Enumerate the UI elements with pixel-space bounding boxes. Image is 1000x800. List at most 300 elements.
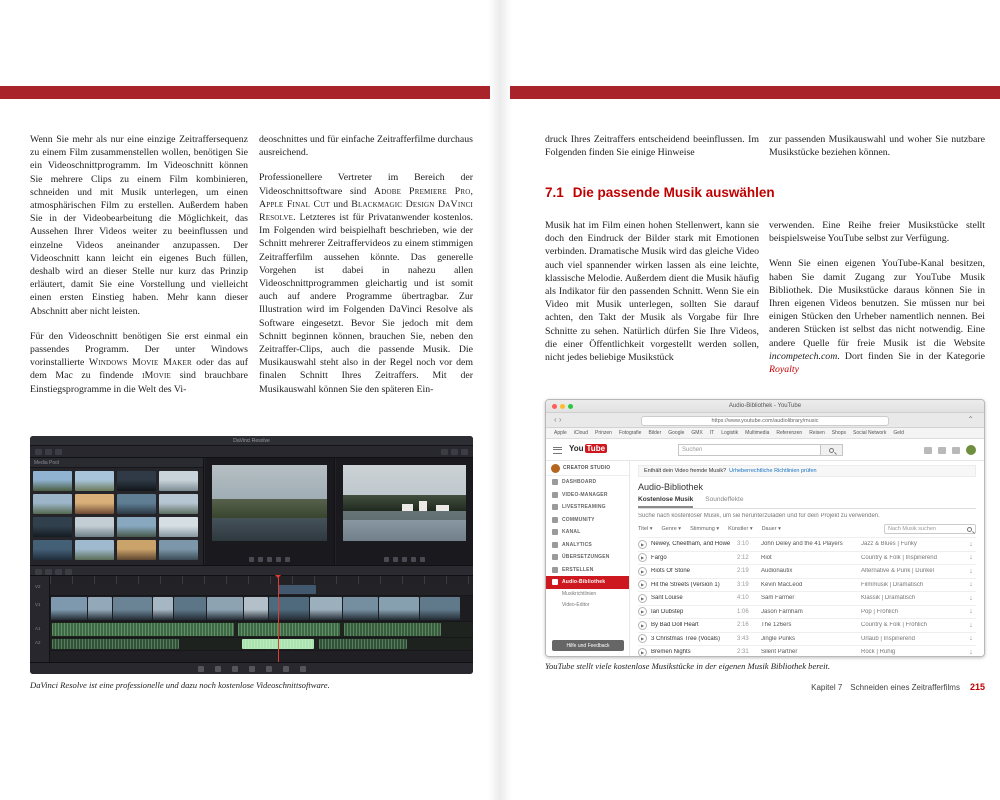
text-run: , [470,185,473,197]
paragraph [545,219,759,364]
track-duration: 3:43 [737,635,749,642]
play-icon[interactable]: ▶ [638,580,647,589]
right-page-column-2 [769,219,985,397]
apps-icon[interactable] [938,447,946,454]
sidebar-item-audio-bibliothek[interactable] [546,576,629,589]
back-forward-icons[interactable]: ‹ › [554,415,562,424]
text-run: Royalty [769,364,799,376]
text-run: . Dort finden Sie in der Kategorie [837,350,985,362]
paragraph [259,133,473,159]
banner-link[interactable]: Urheberrechtliche Richtlinien prüfen [729,468,817,474]
media-clip-thumbnail[interactable] [117,494,156,514]
creator-studio-label: CREATOR STUDIO [563,465,611,471]
dashboard-icon [552,479,558,485]
bookmark-item[interactable]: Geld [893,430,904,436]
media-clip-thumbnail[interactable] [33,517,72,537]
building-shape [402,504,413,511]
media-page-icon[interactable] [198,666,204,672]
banner-text: Enthält dein Video fremde Musik? [644,468,727,474]
transport-button[interactable] [420,557,425,562]
audio-clip[interactable] [52,623,234,636]
page-gutter [488,0,512,800]
sidebar-subitem-video-editor[interactable]: Video-Editor [562,602,590,608]
url-field[interactable]: https://www.youtube.com/audiolibrary/music [641,416,889,426]
track-row [638,591,976,605]
track-v1[interactable] [50,596,473,622]
download-icon[interactable]: ↓ [969,540,973,548]
media-clip-thumbnail[interactable] [33,494,72,514]
timeline-clip[interactable] [244,597,268,620]
filter-row [638,523,976,535]
audio-clip[interactable] [319,639,408,649]
play-icon[interactable]: ▶ [638,621,647,630]
sidebar-item-community[interactable] [546,514,629,527]
sidebar-item-label: ANALYTICS [562,541,592,548]
scene-treeline [343,495,466,510]
text-run: druck Ihres Zeitraffers entscheidend beeinflussen. Im Folgenden finden Sie einige Hinweise [545,134,759,159]
left-page-column-2 [259,133,473,433]
figure-caption: YouTube stellt viele kostenlose Musikstücke in der eigenen Musik Bibliothek bereit. [545,661,831,671]
track-artist: Riot [761,554,772,561]
bookmark-item[interactable]: Apple [554,430,567,436]
filter-group [638,526,781,532]
search-input[interactable]: Suchen [678,444,821,456]
transport-button[interactable] [249,557,254,562]
sidebar-item-dashboard[interactable] [546,476,629,489]
timeline-clip[interactable] [51,597,87,620]
download-icon[interactable]: ↓ [969,621,973,629]
media-pool-header [30,458,203,468]
bookmarks-bar [546,428,984,439]
timeline-clip[interactable] [379,597,419,620]
sidebar-item-label: ERSTELLEN [562,566,594,573]
track-title: Bremen Nights [651,649,691,656]
media-clip-thumbnail[interactable] [117,517,156,537]
filter-dropdown[interactable]: Titel ▾ [638,526,653,532]
media-clip-thumbnail[interactable] [75,471,114,491]
bookmark-item[interactable]: Shops [831,430,846,436]
media-clip-thumbnail[interactable] [159,471,198,491]
library-description: Suche nach kostenloser Musik, um sie herunterzuladen und für dein Projekt zu verwenden. [638,513,880,519]
toolbar-icon[interactable] [461,449,468,455]
razor-tool-icon[interactable] [55,569,62,575]
section-heading [545,185,775,200]
search-icon [967,527,972,532]
paragraph [259,171,473,395]
media-clip-thumbnail[interactable] [75,540,114,560]
text-run: zur passenden Musikauswahl und woher Sie nutzbare Musikstücke beziehen können. [769,134,985,159]
tab-kostenlose-musik[interactable]: Kostenlose Musik [638,496,693,508]
text-run: sind brauchbare Einstiegsprogramme in die Welt des Vi- [30,370,248,395]
bookmark-item[interactable]: Prinzen [594,430,612,436]
track-title: Hit the Streets (Version 1) [651,581,720,588]
track-genre: Country & Folk | Inspirierend [861,554,937,561]
notifications-icon[interactable] [952,447,960,454]
sidebar-item-erstellen[interactable] [546,564,629,577]
play-icon[interactable]: ▶ [638,594,647,603]
sidebar-subitem-musikrichtlinien[interactable]: Musikrichtlinien [562,591,597,597]
track-row [638,564,976,578]
media-clip-thumbnail[interactable] [117,540,156,560]
download-icon[interactable]: ↓ [969,567,973,575]
text-run: Wenn Sie mehr als nur eine einzige Zeitraffersequenz zu einem Film zusammenstellen wollen, benötigen Sie ein Videoschnittprogramm. Im Videoschnitt können Sie mehrere Clips zu einem Film kombinieren, schneiden und mit Musik unterlegen, um einen atmosphärischen Film zu erstellen. Außerdem haben Sie in der Videobearbeitung die Möglichkeit, das Aussehen Ihrer Videos weiter zu beeinflussen und einzelne Videos aneinander anzupassen. Der Videoschnitt kann leicht ein eigenes Buch füllen, deshalb wird an dieser Stelle nur kurz das Prinzip erläutert, damit Sie eine Vorstellung und vielleicht einen ersten Einstieg haben. Mehr kann dieser Abschnitt aber nicht leisten. [30,134,248,317]
bookmark-item[interactable]: Social Network [852,430,887,436]
deliver-page-icon[interactable] [300,666,306,672]
timeline-clip[interactable] [278,585,316,594]
section-number: 7.1 [545,185,564,200]
track-duration: 2:31 [737,649,749,656]
track-title: Ian Dubstep [651,608,684,615]
transport-controls [205,557,334,562]
section-title: Die passende Musik auswählen [572,185,775,200]
audio-library-main [630,461,984,656]
toolbar-icon[interactable] [451,449,458,455]
building-shape [419,501,426,510]
filter-dropdown[interactable]: Genre ▾ [661,526,682,532]
media-clip-thumbnail[interactable] [159,517,198,537]
track-row [638,618,976,632]
timeline-clip[interactable] [88,597,112,620]
timeline-clip[interactable] [153,597,173,620]
media-clip-thumbnail[interactable] [75,517,114,537]
download-icon[interactable]: ↓ [969,635,973,643]
transport-button[interactable] [276,557,281,562]
avatar[interactable] [966,445,976,455]
text-run: Adobe Premiere Pro [374,185,471,197]
creator-studio-sidebar [546,461,630,656]
track-row [638,645,976,656]
track-artist: Jason Farnham [761,608,803,615]
bookmark-item[interactable]: Referenzen [776,430,803,436]
track-genre: Urlaub | Inspirierend [861,635,915,642]
media-clip-thumbnail[interactable] [75,494,114,514]
sidebar-items [546,476,629,576]
media-clip-thumbnail[interactable] [33,471,72,491]
track-artist: Kevin MacLeod [761,581,803,588]
track-label: V1 [35,602,41,607]
track-title: By Bad Doll Heart [651,622,699,629]
fusion-page-icon[interactable] [249,666,255,672]
track-header-column [30,576,50,662]
source-viewer-image [212,465,327,541]
track-title: Sant Louise [651,595,683,602]
sidebar-item-label: ÜBERSETZUNGEN [562,554,610,561]
sidebar-item-video-manager[interactable] [546,489,629,502]
tracks-table [638,537,976,656]
transport-button[interactable] [384,557,389,562]
youtube-header [546,439,984,461]
close-window-icon[interactable] [552,404,557,409]
page-switcher [30,662,473,674]
audio-clip[interactable] [238,623,340,636]
track-genre: Rock | Ruhig [861,649,896,656]
media-clip-thumbnail[interactable] [159,540,198,560]
timeline-tracks [50,584,473,662]
chapter-bar-left [0,86,490,99]
sidebar-item-analytics[interactable] [546,539,629,552]
bookmark-item[interactable]: IT [709,430,715,436]
text-run: und [330,198,352,210]
edit-tool-icon[interactable] [35,569,42,575]
zoom-window-icon[interactable] [568,404,573,409]
source-viewer [205,458,335,565]
logo-you: You [569,444,584,453]
timeline-clip[interactable] [207,597,243,620]
left-page-column-1 [30,133,248,433]
download-icon[interactable]: ↓ [969,554,973,562]
timeline-clip[interactable] [269,597,309,620]
audio-clip[interactable] [344,623,441,636]
play-icon[interactable]: ▶ [638,607,647,616]
track-artist: Silent Partner [761,649,798,656]
youtube-search [678,444,843,456]
create-icon [552,567,558,573]
youtube-body [546,461,984,656]
music-search-placeholder: Nach Musik suchen [888,526,936,532]
bookmark-item[interactable]: Google [668,430,685,436]
analytics-icon [552,542,558,548]
cut-page-icon[interactable] [215,666,221,672]
track-row [638,537,976,551]
audio-library-icon [552,579,558,585]
community-icon [552,517,558,523]
track-a1[interactable] [50,622,473,638]
trim-tool-icon[interactable] [45,569,52,575]
scene-water [343,511,466,541]
timeline-clip[interactable] [310,597,342,620]
translations-icon [552,554,558,560]
chapter-bar-right [510,86,1000,99]
track-duration: 2:19 [737,568,749,575]
track-title: Newey, Cheetham, and Howe [651,541,731,548]
transport-button[interactable] [393,557,398,562]
edit-page-icon[interactable] [232,666,238,672]
text-run: incompetech.com [769,350,838,362]
creator-studio-header[interactable] [546,461,629,476]
timeline-clip[interactable] [113,597,153,620]
sidebar-item-label: Audio-Bibliothek [562,579,606,586]
timeline-viewer-image [343,465,466,541]
play-icon[interactable]: ▶ [638,553,647,562]
transport-button[interactable] [267,557,272,562]
text-run: iMovie [142,370,172,382]
video-manager-icon [552,492,558,498]
filter-dropdown[interactable]: Stimmung ▾ [690,526,720,532]
scene-sky [212,465,327,499]
track-row [638,605,976,619]
search-button[interactable] [821,444,843,456]
sidebar-item-label: DASHBOARD [562,479,597,486]
channel-avatar [551,464,560,473]
timeline-viewer [336,458,473,565]
text-run: Musik hat im Film einen hohen Stellenwert, kann sie doch den Eindruck der Bilder stark mit Emotionen verbinden. Dramatische Musik wird das gleiche Video auch viel spannender wirken lassen als eine leichte, klassische Melodie. Außerdem dient die Musik häufig als Indikator für den passenden Schnitt. Wenn Sie ein Video mit Musik unterlegen, sollten Sie darauf achten, den Takt der Musik als Vorgabe für Ihre Schnitte zu sehen. Natürlich dürfen Sie Ihre Videos, die einer Öffentlichkeit vorgestellt werden sollen, nicht jedes beliebige Musikstück [545,220,759,364]
download-icon[interactable]: ↓ [969,581,973,589]
page-footer [545,682,985,692]
snap-icon[interactable] [65,569,72,575]
transport-button[interactable] [402,557,407,562]
minimize-window-icon[interactable] [560,404,565,409]
download-icon[interactable]: ↓ [969,648,973,656]
music-search-input[interactable] [884,524,976,534]
track-duration: 1:06 [737,608,749,615]
text-run: Wenn Sie einen eigenen YouTube-Kanal besitzen, haben Sie damit Zugang zur YouTube Musik Bibliothek. Die Musikstücke daraus können Sie in Ihren eigenen Videos benutzen. Sie müssen nur bei einigen Stücken den Urheber namentlich nennen. Bei anderen Stücken ist selbst das nicht notwendig. Eine andere Quelle für freie Musik ist die Website [769,258,985,349]
track-duration: 2:16 [737,622,749,629]
paragraph [30,133,248,318]
track-artist: Sam Farmer [761,595,795,602]
media-pool-grid [30,468,203,563]
play-icon[interactable]: ▶ [638,648,647,656]
text-run: Windows Movie Maker [88,357,192,369]
transport-controls [336,557,473,562]
toolbar-icon[interactable] [55,449,62,455]
footer-chapter: Kapitel 7 [811,683,843,692]
track-duration: 4:10 [737,595,749,602]
bookmark-item[interactable]: iCloud [573,430,588,436]
track-duration: 2:12 [737,554,749,561]
track-artist: Jingle Punks [761,635,796,642]
toolbar-icon[interactable] [35,449,42,455]
track-label: V2 [35,584,41,589]
media-pool-label: Media Pool [34,459,60,466]
track-label: A1 [35,626,41,631]
filter-dropdown[interactable]: Künstler ▾ [728,526,753,532]
track-row [638,578,976,592]
text-run: oder das auf dem Mac zu findende [30,357,248,382]
track-duration: 3:19 [737,581,749,588]
header-icons [924,445,976,455]
play-icon[interactable]: ▶ [638,540,647,549]
davinci-toolbar [30,446,473,458]
track-genre: Pop | Fröhlich [861,608,898,615]
youtube-logo[interactable] [569,444,607,453]
right-page-column-1-intro [545,133,759,167]
track-row [638,551,976,565]
play-icon[interactable]: ▶ [638,634,647,643]
track-title: Fargo [651,554,667,561]
davinci-resolve-screenshot [30,436,473,674]
toolbar-icon[interactable] [441,449,448,455]
track-title: Riots Of Stone [651,568,691,575]
track-label: A2 [35,640,41,645]
timeline-clip[interactable] [420,597,460,620]
timeline-clip[interactable] [174,597,206,620]
scene-land [212,499,327,518]
media-clip-thumbnail[interactable] [33,540,72,560]
davinci-titlebar [30,436,473,446]
text-run: Blackmagic Design DaVinci Resolve [259,198,473,224]
page-number: 215 [969,682,985,692]
download-icon[interactable]: ↓ [969,608,973,616]
right-page-column-1 [545,219,759,397]
bookmark-item[interactable]: Logistik [721,430,739,436]
track-title: 3 Christmas Tree (Vocals) [651,635,721,642]
text-run: Professionellere Vertreter im Bereich der Videoschnittsoftware sind [259,172,473,197]
copyright-banner [638,465,976,477]
upload-icon[interactable] [924,447,932,454]
paragraph [30,330,248,396]
browser-addressbar [546,413,984,428]
paragraph [769,257,985,376]
bookmark-item[interactable]: Reisen [809,430,825,436]
audio-clip[interactable] [52,639,179,649]
track-row [638,632,976,646]
tab-soundeffekte[interactable]: Soundeffekte [705,496,744,503]
bookmark-item[interactable]: Bilder [648,430,662,436]
media-clip-thumbnail[interactable] [159,494,198,514]
fairlight-page-icon[interactable] [283,666,289,672]
library-tabs [638,496,976,509]
scene-water [212,518,327,541]
text-run: . Letzteres ist für Privatanwender kostenlos. Im Folgenden wird beispielhaft beschrieben, wie der Schnitt mehrerer Zeitraffervideos zu einem stimmigen Zeitrafferfilm aussehen könnte. Das generelle Vorgehen ist dabei in nahezu allen Videoschnittprogrammen gleichartig und ist somit auch auf andere Programme übertragbar. Zur Illustration wird im Folgenden DaVinci Resolve als Software eingesetzt. Bevor Sie jedoch mit dem Schnitt beginnen können, brauchen Sie, neben den Zeitraffer-Clips, auch die passende Musik. Die Musikauswahl steht also in der Regel noch vor dem finalen Schnitt Ihres Zeitraffers. Mit der Musikauswahl können Sie den späteren Ein- [259,212,473,395]
transport-button[interactable] [285,557,290,562]
filter-dropdown[interactable]: Dauer ▾ [761,526,781,532]
sidebar-item-uebersetzungen[interactable] [546,551,629,564]
play-icon[interactable]: ▶ [638,567,647,576]
paragraph [769,133,985,159]
sidebar-item-kanal[interactable] [546,526,629,539]
text-run: Apple Final Cut [259,198,330,210]
transport-button[interactable] [258,557,263,562]
help-feedback-button[interactable]: Hilfe und Feedback [552,640,624,651]
toolbar-icon[interactable] [45,449,52,455]
download-icon[interactable]: ↓ [969,594,973,602]
paragraph [769,219,985,245]
page-title: Audio-Bibliothek [638,482,704,492]
track-genre: Klassik | Dramatisch [861,595,916,602]
timeline-toolbar [30,565,473,576]
footer-section: Schneiden eines Zeitrafferfilms [850,683,960,692]
logo-tube: Tube [586,444,606,453]
youtube-audio-library-screenshot [545,399,985,657]
color-page-icon[interactable] [266,666,272,672]
sidebar-item-livestreaming[interactable] [546,501,629,514]
track-artist: Audionautix [761,568,793,575]
track-artist: John Deley and the 41 Players [761,541,843,548]
right-page-column-2-intro [769,133,985,167]
davinci-title-text: DaVinci Resolve [233,437,270,444]
browser-titlebar [546,400,984,413]
channel-icon [552,529,558,535]
track-genre: Country & Folk | Fröhlich [861,622,927,629]
transport-button[interactable] [411,557,416,562]
share-icon[interactable]: ⌃ [967,415,974,424]
window-title: Audio-Bibliothek - YouTube [728,403,802,409]
playhead[interactable] [278,576,279,662]
bookmark-item[interactable]: Multimedia [745,430,770,436]
sidebar-item-label: LIVESTREAMING [562,504,606,511]
track-v2[interactable] [50,584,473,596]
media-clip-thumbnail[interactable] [117,471,156,491]
text-run: deoschnittes und für einfache Zeitrafferfilme durchaus ausreichend. [259,134,473,159]
sidebar-item-label: VIDEO-MANAGER [562,491,608,498]
sidebar-item-label: KANAL [562,529,581,536]
track-a2[interactable] [50,638,473,651]
sidebar-item-label: COMMUNITY [562,516,595,523]
media-pool-panel [30,458,204,565]
timeline-ruler[interactable] [50,576,473,584]
track-duration: 3:10 [737,541,749,548]
text-run: verwenden. Eine Reihe freier Musikstücke stellt beispielsweise YouTube selbst zur Verfügung. [769,220,985,245]
timeline-clip[interactable] [343,597,379,620]
menu-icon[interactable] [553,447,562,454]
paragraph [545,133,759,159]
bookmark-item[interactable]: GMX [691,430,703,436]
bookmark-item[interactable]: Fotografie [618,430,642,436]
track-artist: The 126ers [761,622,792,629]
scene-sky [343,465,466,495]
track-genre: Alternative & Punk | Dunkel [861,568,934,575]
livestream-icon [552,504,558,510]
